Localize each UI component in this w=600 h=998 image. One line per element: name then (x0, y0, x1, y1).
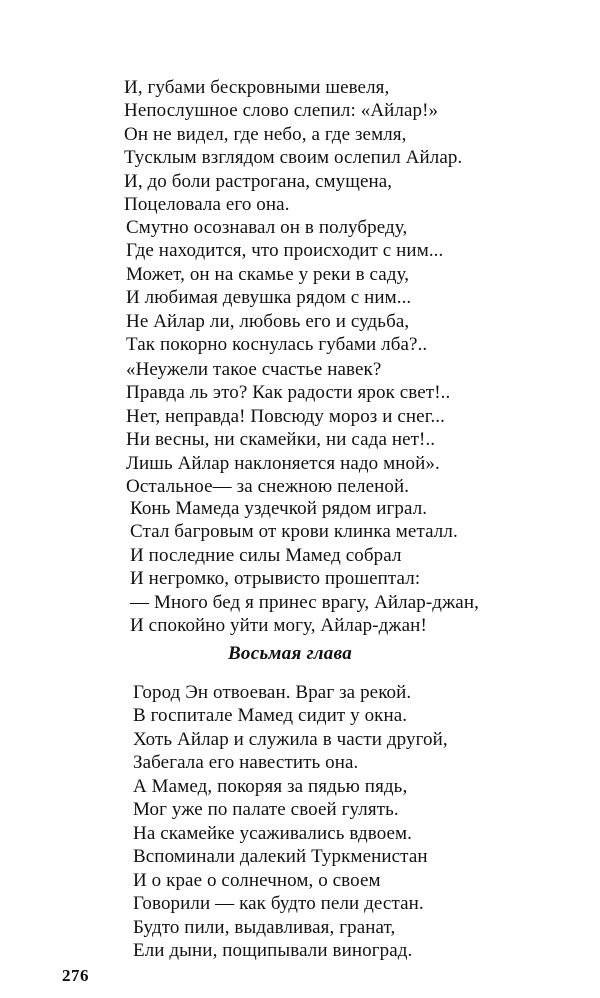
verse-line: Нет, неправда! Повсюду мороз и снег... (126, 405, 445, 427)
verse-line: И, до боли растрогана, смущена, (124, 170, 393, 192)
stanza-5 (133, 681, 448, 821)
stanza-2 (126, 216, 443, 356)
verse-line: И последние силы Мамед собрал (130, 544, 402, 566)
verse-line: И негромко, отрывисто прошептал: (130, 568, 421, 590)
verse-line: Забегала его навестить она. (133, 752, 359, 774)
verse-line: Ни весны, ни скамейки, ни сада нет!.. (126, 429, 436, 451)
verse-line: И о крае о солнечном, о своем (133, 869, 381, 891)
verse-line: Говорили — как будто пели дестан. (133, 893, 424, 915)
verse-line: Конь Мамеда уздечкой рядом играл. (130, 498, 428, 519)
verse-line: Хоть Айлар и служила в части другой, (133, 728, 448, 750)
verse-line: Так покорно коснулась губами лба?.. (126, 334, 428, 356)
verse-line: Город Эн отвоеван. Враг за рекой. (133, 682, 412, 703)
verse-line: Он не видел, где небо, а где земля, (124, 123, 407, 145)
verse-line: На скамейке усаживались вдвоем. (133, 823, 413, 844)
verse-line: Где находится, что происходит с ним... (126, 240, 444, 262)
verse-line: Не Айлар ли, любовь его и судьба, (126, 310, 410, 332)
verse-line: Непослушное слово слепил: «Айлар!» (124, 100, 439, 122)
verse-line: И любимая девушка рядом с ним... (126, 287, 412, 309)
stanza-4 (130, 497, 479, 637)
verse-line: В госпитале Мамед сидит у окна. (133, 705, 408, 727)
verse-line: Может, он на скамье у реки в саду, (126, 263, 410, 285)
verse-line: Остальное— за снежною пеленой. (126, 476, 410, 498)
verse-line: «Неужели такое счастье навек? (126, 359, 382, 380)
stanza-3 (126, 358, 450, 498)
verse-line: — Много бед я принес врагу, Айлар-джан, (130, 591, 479, 613)
page-number: 276 (62, 966, 89, 985)
verse-line: Вспоминали далекий Туркменистан (133, 846, 428, 868)
verse-line: Мог уже по палате своей гулять. (133, 799, 399, 821)
stanza-1 (124, 76, 462, 216)
verse-line: Тусклым взглядом своим ослепил Айлар. (124, 147, 463, 169)
verse-line: И спокойно уйти могу, Айлар-джан! (130, 615, 427, 637)
chapter-title: Восьмая глава (227, 643, 353, 664)
verse-line: Лишь Айлар наклоняется надо мной». (126, 452, 440, 474)
stanza-6 (133, 822, 428, 962)
verse-line: Правда ль это? Как радости ярок свет!.. (126, 382, 451, 404)
verse-line: Ели дыни, пощипывали виноград. (133, 940, 413, 962)
verse-line: Поцеловала его она. (124, 194, 290, 216)
verse-line: А Мамед, покоряя за пядью пядь, (133, 775, 408, 797)
verse-line: И, губами бескровными шевеля, (124, 77, 390, 98)
verse-line: Смутно осознавал он в полубреду, (126, 217, 408, 238)
verse-line: Стал багровым от крови клинка металл. (130, 521, 458, 543)
verse-line: Будто пили, выдавливая, гранат, (133, 916, 396, 938)
